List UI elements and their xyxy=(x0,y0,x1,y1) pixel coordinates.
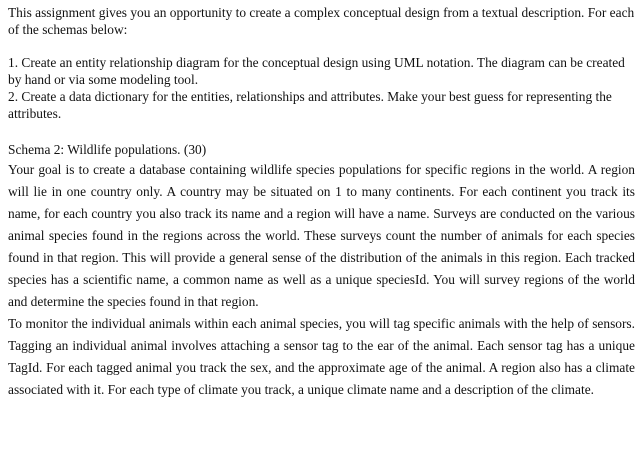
intro-paragraph: This assignment gives you an opportunity to create a complex conceptual design from a textual description. For each of the schemas below: xyxy=(8,5,635,37)
schema-paragraph-1: Your goal is to create a database containing wildlife species populations for specific regions in the world. A region will lie in one country only. A country may be situated on 1 to many continents. For each continent you track its name, for each country you also track its name and a region will have a name. Surveys are conducted on the various animal species found in the regions across the world. These surveys count the number of animals for each species found in that region. This will provide a general sense of the distribution of the animals in this region. Each tracked species has a scientific name, a common name as well as a unique speciesId. You will survey regions of the world and determine the species found in that region. xyxy=(8,162,635,309)
schema-title: Schema 2: Wildlife populations. (30) xyxy=(8,142,207,157)
task-list xyxy=(8,54,635,122)
schema-description xyxy=(8,159,635,401)
task-item-1: 1. Create an entity relationship diagram for the conceptual design using UML notation. The diagram can be created by hand or via some modeling tool. xyxy=(8,55,625,87)
task-item-2: 2. Create a data dictionary for the entities, relationships and attributes. Make your best guess for representing the attributes. xyxy=(8,89,612,121)
intro-section xyxy=(8,4,635,38)
schema-paragraph-2: To monitor the individual animals within each animal species, you will tag specific animals with the help of sensors. Tagging an individual animal involves attaching a sensor tag to the ear of the animal. Each sensor tag has a unique TagId. For each tagged animal you track the sex, and the approximate age of the animal. A region also has a climate associated with it. For each type of climate you track, a unique climate name and a description of the climate. xyxy=(8,316,635,397)
document-page xyxy=(8,4,635,401)
